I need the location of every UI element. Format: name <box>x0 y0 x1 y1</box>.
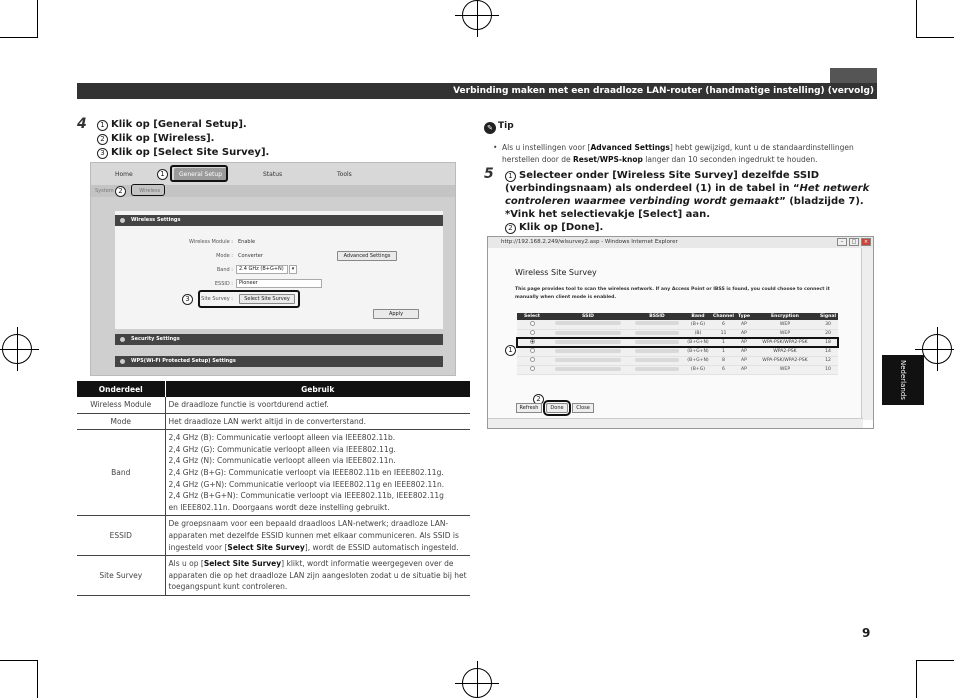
step-instruction: 3 Klik op [Select Site Survey]. <box>97 146 269 159</box>
bssid-cell <box>629 338 685 347</box>
field-label: Site Survey : <box>201 296 233 302</box>
registration-mark <box>2 334 32 364</box>
field-label: Mode : <box>216 253 233 259</box>
mode-value: Converter <box>238 253 263 259</box>
column-header: Channel <box>713 314 734 319</box>
field-label: Wireless Module : <box>189 239 233 245</box>
band-line: 2,4 GHz (B+G+N): Communicatie verloopt via IEEE802.11b, IEEE802.11g <box>168 491 444 501</box>
type-cell: AP <box>736 329 752 338</box>
crop-mark <box>916 660 954 661</box>
table-cell-usage: Als u op [Select Site Survey] klikt, wordt informatie weergegeven over de apparaten die op het draadloze LAN zijn aangesloten zodat u de situatie bij het toegangspunt kunt controleren. <box>165 556 470 596</box>
ssid-cell <box>547 320 629 329</box>
close-icon[interactable]: × <box>861 238 871 246</box>
signal-cell: 14 <box>818 347 838 356</box>
step-instruction: 1 Selecteer onder [Wireless Site Survey] dezelfde SSID (verbindingsnaam) als onderdeel (1) in de tabel in “Het netwerk controleren waarmee verbinding wordt gemaakt” (bladzijde 7). *Vink het selectievakje [Select] aan. 2 Klik op [Done]. <box>505 170 870 233</box>
essid-input[interactable]: Pioneer <box>236 279 322 288</box>
band-cell: (B+G) <box>685 365 711 374</box>
tip-text: • Als u instellingen voor [Advanced Settings] hebt gewijzigd, kunt u de standaardinstellingen herstellen door de Reset/WPS-knop langer dan 10 seconden ingedrukt te houden. <box>502 142 877 165</box>
tab-general-setup[interactable]: General Setup <box>174 168 227 181</box>
step-instruction: 1 Klik op [General Setup]. <box>97 118 247 131</box>
type-cell: AP <box>736 320 752 329</box>
column-header: SSID <box>547 313 629 320</box>
callout-2: 2 <box>533 394 544 405</box>
encryption-cell: WPA-PSK/WPA2-PSK <box>752 338 818 347</box>
table-row[interactable] <box>517 320 838 329</box>
table-cell-usage <box>165 430 470 516</box>
select-radio[interactable] <box>530 366 535 371</box>
field-label: ESSID : <box>214 281 233 287</box>
select-radio[interactable] <box>530 348 535 353</box>
channel-cell: 1 <box>711 347 736 356</box>
table-cell-item: ESSID <box>77 516 165 556</box>
horizontal-scrollbar[interactable] <box>488 418 863 428</box>
channel-cell: 6 <box>711 320 736 329</box>
crop-mark <box>37 0 38 38</box>
table-cell-item: Site Survey <box>77 556 165 596</box>
crop-mark <box>916 660 917 698</box>
field-value: Enable <box>238 239 256 245</box>
table-cell-item: Band <box>77 430 165 516</box>
table-row <box>77 516 470 556</box>
column-header: Select <box>517 313 547 320</box>
highlight-wireless <box>131 184 165 196</box>
table-header: Onderdeel <box>77 381 165 397</box>
channel-cell: 6 <box>711 365 736 374</box>
window-titlebar: http://192.168.2.249/wlsurvey2.asp - Windows Internet Explorer <box>488 237 874 248</box>
step-number: 5 <box>484 166 494 182</box>
registration-mark <box>462 668 492 698</box>
bssid-cell <box>629 356 685 365</box>
section-wireless-settings: Wireless Settings <box>115 215 443 226</box>
encryption-cell: WEP <box>752 365 818 374</box>
table-cell-usage: De draadloze functie is voortdurend actief. <box>165 397 470 413</box>
maximize-icon[interactable]: □ <box>849 238 859 246</box>
signal-cell: 20 <box>818 329 838 338</box>
header-tab <box>830 68 877 84</box>
router-settings-screenshot <box>90 162 456 376</box>
page-content <box>488 248 863 420</box>
select-radio[interactable] <box>530 321 535 326</box>
type-cell: AP <box>736 356 752 365</box>
survey-table <box>517 313 838 375</box>
page-number: 9 <box>862 626 871 640</box>
callout-3: 3 <box>182 294 193 305</box>
page-description: This page provides tool to scan the wireless network. If any Access Point or IBSS is found, you could choose to connect it manually when client mode is enabled. <box>515 287 830 300</box>
ssid-cell <box>547 338 629 347</box>
table-cell-item: Mode <box>77 413 165 430</box>
highlight-general-setup <box>170 165 228 182</box>
band-cell: (B) <box>685 329 711 338</box>
band-cell: (B+G+N) <box>685 338 711 347</box>
page-title: Wireless Site Survey <box>515 268 597 277</box>
done-button[interactable]: Done <box>546 403 568 413</box>
table-row[interactable] <box>517 365 838 374</box>
header-title: Verbinding maken met een draadloze LAN-router (handmatige instelling) (vervolg) <box>453 86 874 96</box>
tab-tools[interactable]: Tools <box>337 171 352 178</box>
step-instruction: 2 Klik op [Wireless]. <box>97 132 214 145</box>
band-cell: (B+G+N) <box>685 347 711 356</box>
callout-1: 1 <box>157 169 168 180</box>
column-header: Band <box>685 313 711 320</box>
ssid-cell <box>547 329 629 338</box>
apply-button[interactable]: Apply <box>373 309 419 319</box>
section-wps-settings: WPS(Wi-Fi Protected Setup) Settings <box>115 356 443 367</box>
column-header: Encryption <box>752 313 818 320</box>
type-cell: AP <box>736 347 752 356</box>
column-header: BSSID <box>629 313 685 320</box>
chevron-down-icon[interactable]: ▾ <box>289 265 297 274</box>
column-header: Signal <box>819 314 837 319</box>
band-line: en IEEE802.11n. Doorgaans wordt deze instelling gebruikt. <box>168 502 390 512</box>
crop-mark <box>916 0 917 38</box>
signal-cell: 18 <box>818 338 838 347</box>
signal-cell: 12 <box>818 356 838 365</box>
band-line: 2,4 GHz (B): Communicatie verloopt alleen via IEEE802.11b. <box>168 433 396 443</box>
minimize-icon[interactable]: – <box>837 238 847 246</box>
table-cell-usage: Het draadloze LAN werkt altijd in de converterstand. <box>165 413 470 430</box>
registration-mark <box>462 0 492 30</box>
ssid-cell <box>547 365 629 374</box>
bssid-cell <box>629 329 685 338</box>
tab-home[interactable]: Home <box>115 171 133 178</box>
registration-mark <box>922 334 952 364</box>
language-tab-label: Nederlands <box>899 360 907 400</box>
type-cell: AP <box>736 365 752 374</box>
band-select[interactable]: 2.4 GHz (B+G+N) <box>236 265 288 274</box>
highlight-site-survey <box>198 290 300 308</box>
ssid-cell <box>547 356 629 365</box>
tip-icon: ✎ <box>484 122 496 134</box>
select-radio[interactable] <box>530 330 535 335</box>
tab-status[interactable]: Status <box>263 171 283 178</box>
crop-mark <box>0 37 38 38</box>
channel-cell: 11 <box>711 329 736 338</box>
tip-heading: ✎ Tip <box>484 121 514 134</box>
vertical-scrollbar[interactable] <box>861 248 873 420</box>
table-row <box>77 430 470 516</box>
table-row-selected[interactable] <box>517 338 838 347</box>
table-header: Gebruik <box>165 381 470 397</box>
select-radio[interactable] <box>530 357 535 362</box>
settings-table <box>77 381 470 596</box>
band-cell: (B+G) <box>685 320 711 329</box>
encryption-cell: WEP <box>752 329 818 338</box>
encryption-cell: WPA2-PSK <box>752 347 818 356</box>
table-cell-item: Wireless Module <box>77 397 165 413</box>
crop-mark <box>916 37 954 38</box>
table-row[interactable] <box>517 356 838 365</box>
bssid-cell <box>629 320 685 329</box>
signal-cell: 10 <box>818 365 838 374</box>
site-survey-screenshot <box>487 236 874 429</box>
channel-cell: 8 <box>711 356 736 365</box>
callout-2: 2 <box>115 186 126 197</box>
table-row <box>77 397 470 413</box>
crop-mark <box>0 660 38 661</box>
channel-cell: 1 <box>711 338 736 347</box>
band-line: 2,4 GHz (G): Communicatie verloopt alleen via IEEE802.11g. <box>168 444 396 454</box>
table-row <box>77 556 470 596</box>
signal-cell: 30 <box>818 320 838 329</box>
step-number: 4 <box>77 116 87 132</box>
encryption-cell: WEP <box>752 320 818 329</box>
section-security-settings: Security Settings <box>115 334 443 345</box>
band-line: 2,4 GHz (N): Communicatie verloopt alleen via IEEE802.11n. <box>168 456 396 466</box>
subnav-wireless[interactable]: Wireless <box>139 188 161 194</box>
subnav-system[interactable]: System <box>95 188 114 194</box>
close-button[interactable]: Close <box>572 403 594 413</box>
band-cell: (B+G+N) <box>685 356 711 365</box>
band-line: 2,4 GHz (B+G): Communicatie verloopt via IEEE802.11b en IEEE802.11g. <box>168 467 444 477</box>
advanced-settings-button[interactable]: Advanced Settings <box>337 251 397 261</box>
bssid-cell <box>629 365 685 374</box>
ssid-cell <box>547 347 629 356</box>
encryption-cell: WPA-PSK/WPA2-PSK <box>752 356 818 365</box>
refresh-button[interactable]: Refresh <box>516 403 542 413</box>
bssid-cell <box>629 347 685 356</box>
select-radio[interactable] <box>530 339 535 344</box>
select-site-survey-button[interactable]: Select Site Survey <box>239 294 295 304</box>
callout-1: 1 <box>505 345 516 356</box>
field-label: Band : <box>216 267 233 273</box>
table-row[interactable] <box>517 347 838 356</box>
crop-mark <box>37 660 38 698</box>
type-cell: AP <box>736 338 752 347</box>
table-row <box>77 413 470 430</box>
table-row[interactable] <box>517 329 838 338</box>
column-header: Type <box>737 314 750 319</box>
band-line: 2,4 GHz (G+N): Communicatie verloopt via IEEE802.11g en IEEE802.11n. <box>168 479 445 489</box>
table-cell-usage: De groepsnaam voor een bepaald draadloos LAN-netwerk; draadloze LAN-apparaten met dezelfde ESSID kunnen met elkaar communiceren. Als SSID is ingesteld voor [Select Site Survey], wordt de ESSID automatisch ingesteld. <box>165 516 470 556</box>
